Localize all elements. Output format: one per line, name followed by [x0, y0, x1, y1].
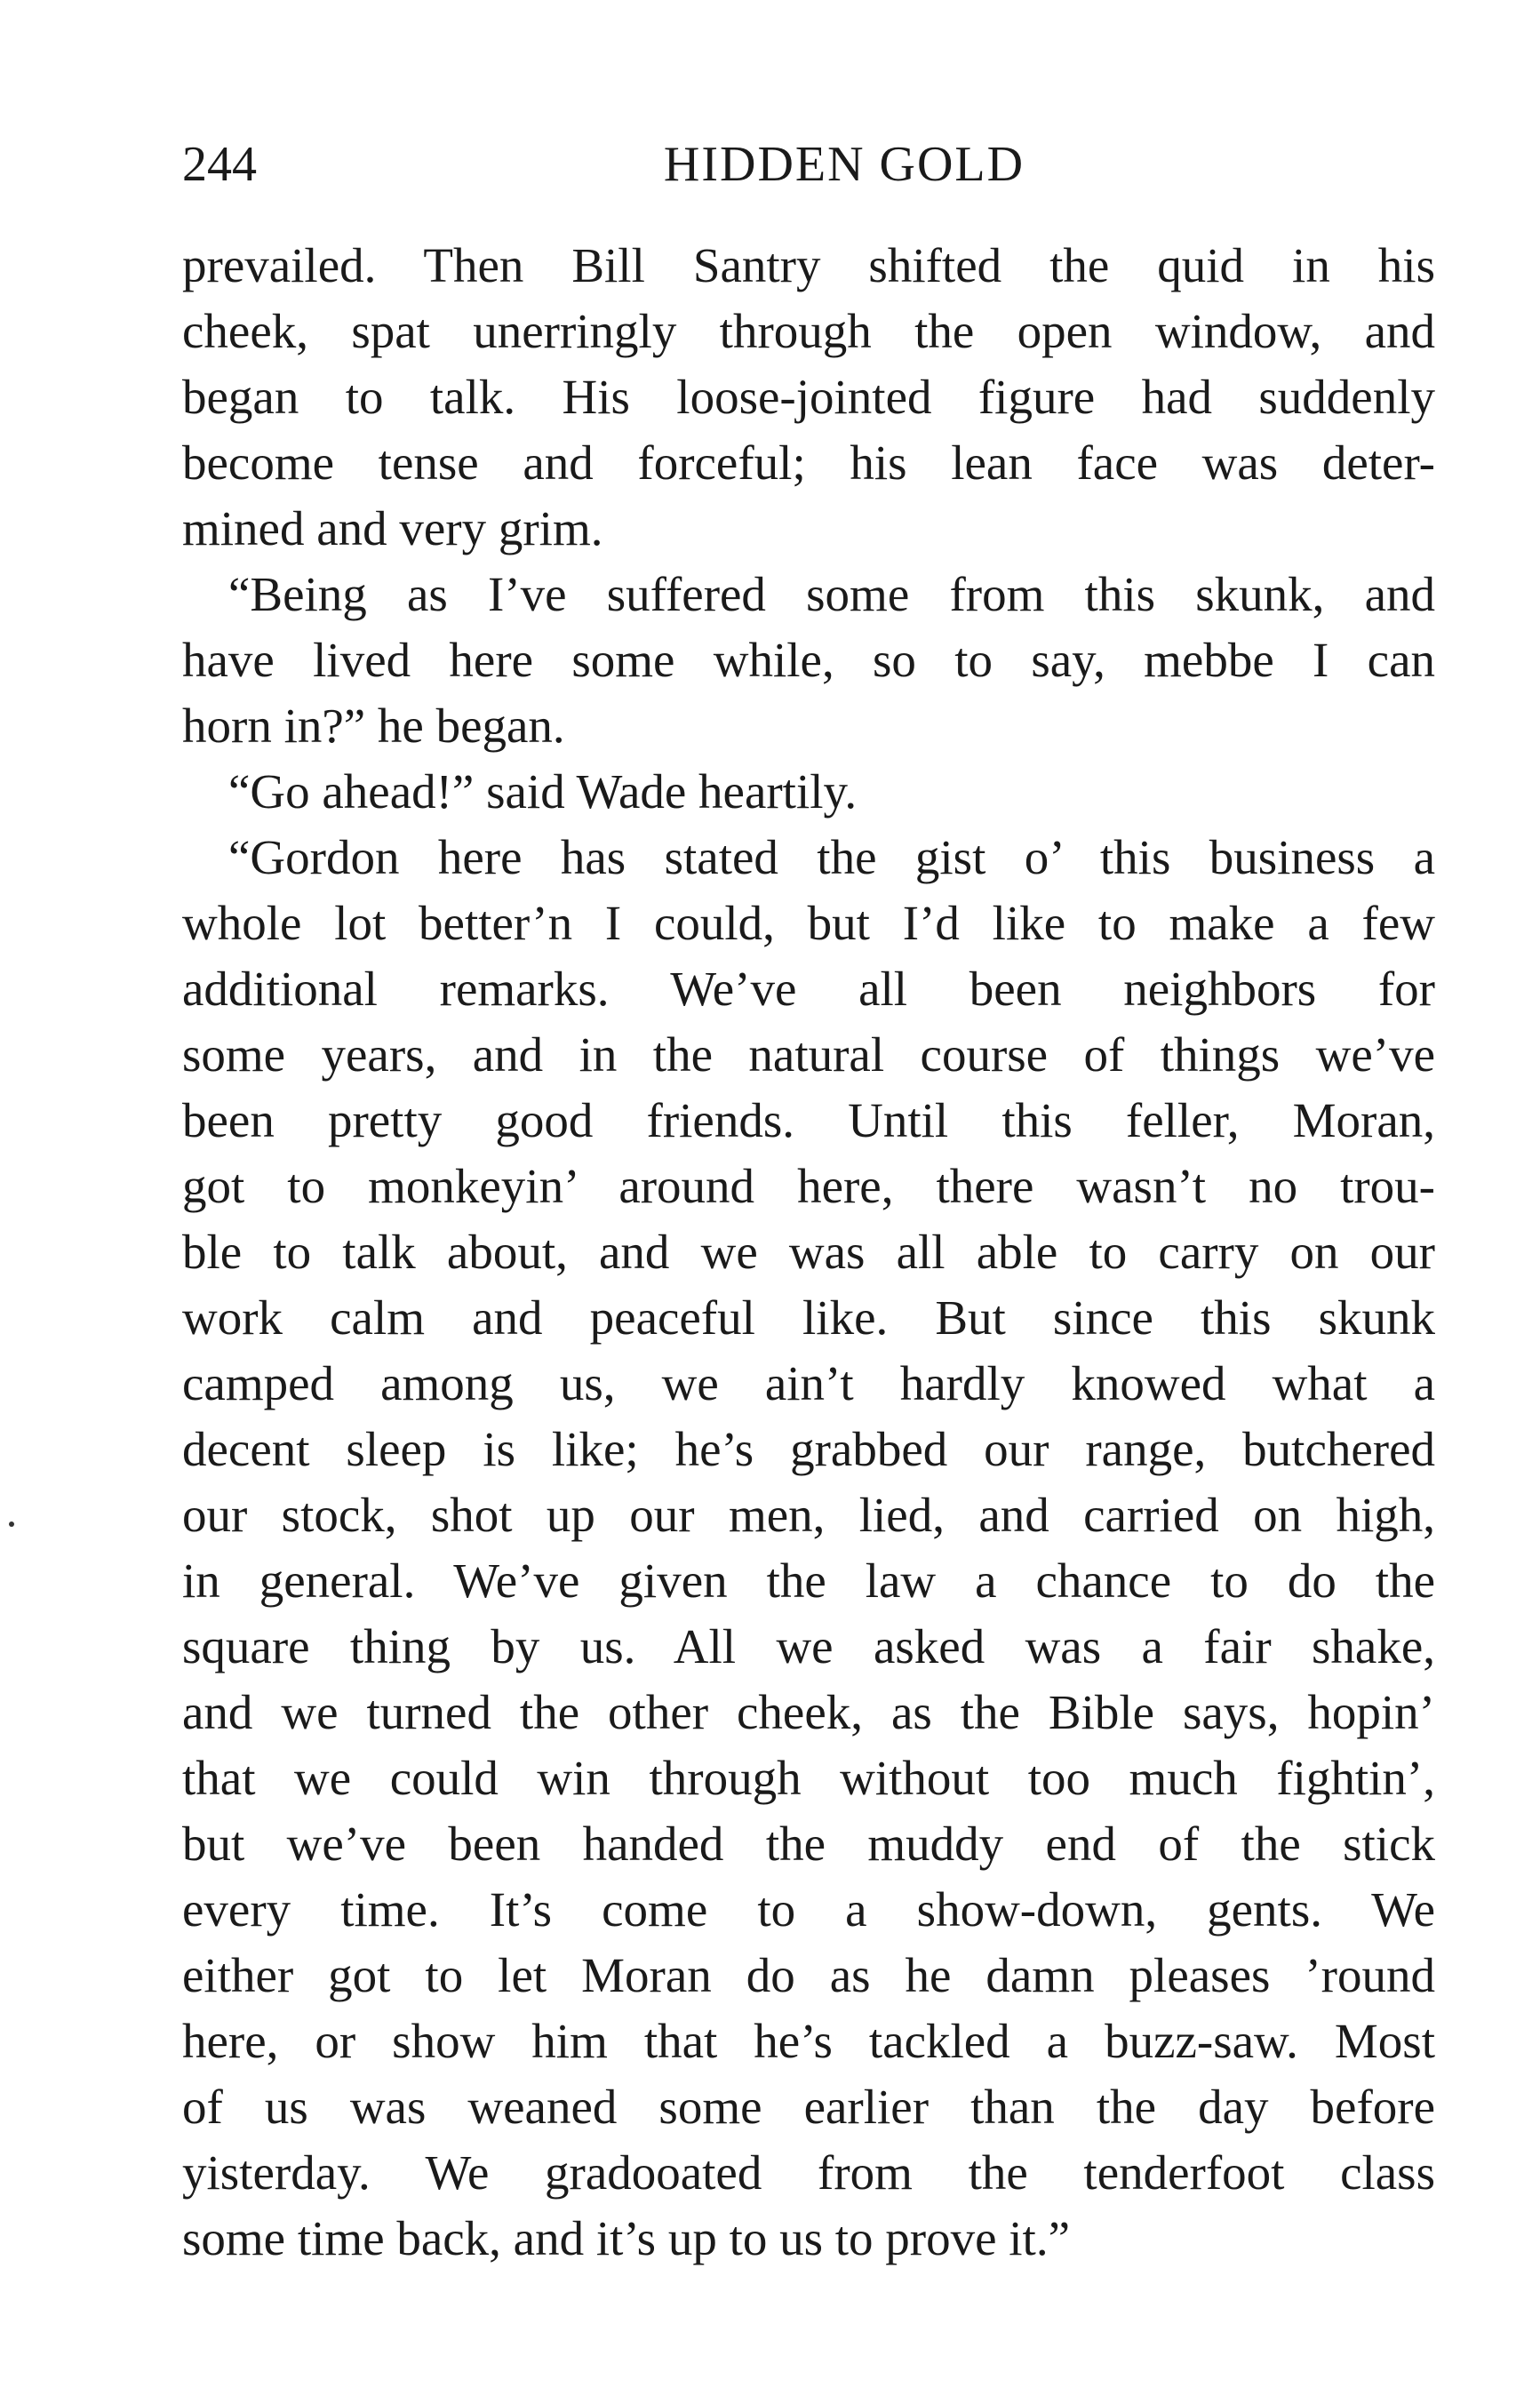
text-line: yisterday. We gradooated from the tenderfoot class [182, 2145, 1435, 2200]
text-line: been pretty good friends. Until this feller, Moran, [182, 1093, 1435, 1147]
running-head [182, 133, 1435, 196]
text-line: either got to let Moran do as he damn pleases ’round [182, 1948, 1435, 2002]
text-line: whole lot better’n I could, but I’d like to make a few [182, 896, 1435, 950]
text-line: horn in?” he began. [182, 699, 565, 753]
text-line: have lived here some while, so to say, mebbe I can [182, 633, 1435, 687]
text-line: cheek, spat unerringly through the open window, and [182, 304, 1435, 358]
text-line: camped among us, we ain’t hardly knowed what a [182, 1356, 1435, 1410]
text-line: began to talk. His loose-jointed figure had suddenly [182, 370, 1435, 424]
text-line: our stock, shot up our men, lied, and carried on high, [182, 1488, 1435, 1542]
text-line: some years, and in the natural course of things we’ve [182, 1027, 1435, 1082]
text-line: some time back, and it’s up to us to prove it.” [182, 2211, 1070, 2265]
body-text [182, 233, 1435, 2272]
stray-ink-mark [9, 1521, 14, 1527]
text-line: ble to talk about, and we was all able to carry on our [182, 1225, 1435, 1279]
text-line: “Gordon here has stated the gist o’ this business a [228, 830, 1435, 884]
text-line: additional remarks. We’ve all been neighbors for [182, 962, 1435, 1016]
text-line: every time. It’s come to a show-down, gents. We [182, 1882, 1435, 1937]
text-line: but we’ve been handed the muddy end of the stick [182, 1817, 1435, 1871]
text-line: that we could win through without too much fightin’, [182, 1751, 1435, 1805]
text-line: square thing by us. All we asked was a fair shake, [182, 1619, 1435, 1673]
text-line: “Go ahead!” said Wade heartily. [228, 764, 858, 819]
text-line: got to monkeyin’ around here, there wasn’t no trou- [182, 1159, 1435, 1213]
text-line: mined and very grim. [182, 501, 603, 555]
text-line: of us was weaned some earlier than the day before [182, 2080, 1435, 2134]
text-line: become tense and forceful; his lean face was deter- [182, 435, 1435, 490]
text-line: prevailed. Then Bill Santry shifted the quid in his [182, 238, 1435, 292]
text-line: in general. We’ve given the law a chance to do the [182, 1553, 1435, 1608]
running-title: HIDDEN GOLD [663, 137, 1025, 192]
text-line: work calm and peaceful like. But since this skunk [182, 1290, 1435, 1345]
text-line: and we turned the other cheek, as the Bible says, hopin’ [182, 1685, 1435, 1739]
text-line: here, or show him that he’s tackled a buzz-saw. Most [182, 2014, 1435, 2068]
text-line: decent sleep is like; he’s grabbed our range, butchered [182, 1422, 1435, 1476]
page-number: 244 [182, 137, 257, 192]
text-line: “Being as I’ve suffered some from this skunk, and [228, 567, 1435, 621]
